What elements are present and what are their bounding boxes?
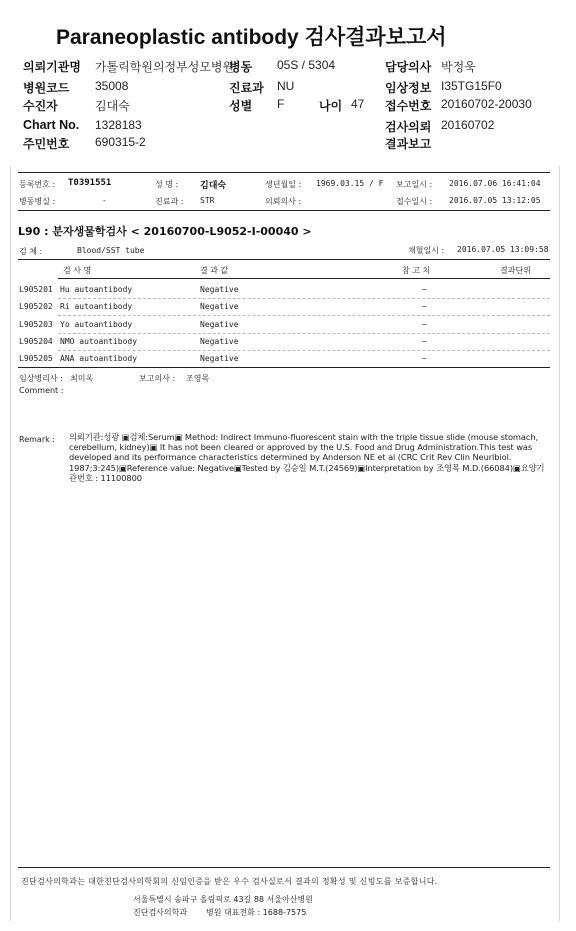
row-divider xyxy=(58,333,550,334)
ward-value: 05S / 5304 xyxy=(277,58,336,72)
pathologist-value: 최미옥 xyxy=(70,374,94,383)
ward-room-label: 병동병실 : xyxy=(19,197,56,206)
request-date-value: 20160702 xyxy=(441,118,495,132)
age-label: 나이 xyxy=(319,99,343,113)
remark-text: 의뢰기관:성광 ▣검체:Serum▣ Method: Indirect Immuno-fluorescent stain with the triple tissue slide (mouse stomach, cerebellum, kidney)▣ It has not been cleared or approved by the U.S. Food and Drug Administration.This test was developed and its performance characteristics determined by Anderson NE et al (CRC Crit Rev Clin Neurlbiol. 1987;3:245)▣Reference value: Negative▣Tested by 김승일 M.T.(24569)▣Interpretation by 조영목 M.D.(66084)▣요양기관번호 : 11100800 xyxy=(69,432,545,483)
specimen-label: 검 체 : xyxy=(19,247,43,256)
name-label: 성 명 : xyxy=(155,180,179,189)
report-panel xyxy=(10,166,560,921)
col-test: 검 사 명 xyxy=(63,266,92,275)
hospital-label: 의뢰기관명 xyxy=(23,60,81,74)
header-underline xyxy=(58,278,550,279)
row-ref: ~ xyxy=(422,320,427,329)
doctor-value: 박정욱 xyxy=(441,60,476,74)
sex-label: 성별 xyxy=(229,99,253,113)
footer-phone: 병원 대표전화 : 1688-7575 xyxy=(206,908,307,917)
patient-label: 수진자 xyxy=(23,99,58,113)
row-ref: ~ xyxy=(422,354,427,363)
report-dept-label: 진료과 : xyxy=(155,197,184,206)
row-test: Hu autoantibody xyxy=(60,285,133,294)
row-test: NMO autoantibody xyxy=(60,337,138,346)
row-code: L905205 xyxy=(19,354,53,363)
ward-room-value: - xyxy=(103,196,106,205)
comment-label: Comment : xyxy=(19,386,64,395)
reporting-doc-label: 보고의사 : xyxy=(139,374,176,383)
row-divider xyxy=(58,298,550,299)
report-date-label: 보고일시 : xyxy=(396,180,433,189)
table-bottom-rule xyxy=(18,367,550,368)
receipt-no-value: 20160702-20030 xyxy=(441,97,532,111)
section-title: L90 : 분자생물학검사 < 20160700-L9052-I-00040 > xyxy=(18,225,312,238)
dept-label: 진료과 xyxy=(229,81,264,95)
row-result: Negative xyxy=(200,354,239,363)
hospital-code-label: 병원코드 xyxy=(23,81,70,95)
receipt-date-value: 2016.07.05 13:12:05 xyxy=(449,196,541,205)
col-ref: 참 고 치 xyxy=(402,266,431,275)
reg-no-value: T0391551 xyxy=(68,178,112,188)
ordering-doc-label: 의뢰의사 : xyxy=(265,197,302,206)
row-code: L905203 xyxy=(19,320,53,329)
col-unit: 결과단위 xyxy=(500,266,531,275)
footer-address: 서울특별시 송파구 올림픽로 43길 88 서울아산병원 xyxy=(133,895,313,904)
report-date-value: 2016.07.06 16:41:04 xyxy=(449,179,541,188)
pathologist-label: 임상병리사 : xyxy=(19,374,63,383)
receipt-no-label: 접수번호 xyxy=(385,99,432,113)
chart-no-value: 1328183 xyxy=(95,118,142,132)
row-ref: ~ xyxy=(422,285,427,294)
collection-value: 2016.07.05 13:09:58 xyxy=(457,245,549,254)
page-title: Paraneoplastic antibody 검사결과보고서 xyxy=(56,26,447,49)
ward-label: 병동 xyxy=(229,60,253,74)
top-rule xyxy=(18,172,550,173)
report-dept-value: STR xyxy=(200,196,215,205)
row-result: Negative xyxy=(200,302,239,311)
report-label: 결과보고 xyxy=(385,137,432,151)
row-result: Negative xyxy=(200,320,239,329)
info-bottom-rule xyxy=(18,210,550,211)
reg-no-label: 등록번호 : xyxy=(19,180,56,189)
resident-no-label: 주민번호 xyxy=(23,137,70,151)
table-top-rule xyxy=(18,259,550,260)
row-code: L905201 xyxy=(19,285,53,294)
footer-cert: 진단검사의학과는 대한진단검사의학회의 신임인증을 받은 우수 검사실로서 결과의 정확성 및 신빙도를 보증합니다. xyxy=(21,877,438,886)
name-value: 김대숙 xyxy=(200,181,227,191)
row-result: Negative xyxy=(200,285,239,294)
dob-label: 생년월일 : xyxy=(265,180,302,189)
row-test: Yo autoantibody xyxy=(60,320,133,329)
footer-dept: 진단검사의학과 xyxy=(133,908,188,917)
patient-value: 김대숙 xyxy=(95,99,130,113)
row-result: Negative xyxy=(200,337,239,346)
col-result: 결 과 값 xyxy=(200,266,229,275)
dob-value: 1969.03.15 / F xyxy=(316,179,384,188)
row-divider xyxy=(58,315,550,316)
footer-rule xyxy=(18,867,550,868)
hospital-value: 가톨릭학원의정부성모병원 xyxy=(95,60,235,74)
remark-label: Remark : xyxy=(19,435,55,444)
row-test: Ri autoantibody xyxy=(60,302,133,311)
hospital-code-value: 35008 xyxy=(95,79,129,93)
row-code: L905202 xyxy=(19,302,53,311)
clinical-info-label: 임상정보 xyxy=(385,81,432,95)
resident-no-value: 690315-2 xyxy=(95,135,146,149)
row-code: L905204 xyxy=(19,337,53,346)
collection-label: 채혈일시 : xyxy=(408,246,445,255)
receipt-date-label: 접수일시 : xyxy=(396,197,433,206)
request-date-label: 검사의뢰 xyxy=(385,120,432,134)
sex-value: F xyxy=(277,97,285,111)
chart-no-label: Chart No. xyxy=(23,118,80,132)
specimen-value: Blood/SST tube xyxy=(77,246,145,255)
row-test: ANA autoantibody xyxy=(60,354,138,363)
row-divider xyxy=(58,350,550,351)
age-value: 47 xyxy=(351,97,365,111)
doctor-label: 담당의사 xyxy=(385,60,432,74)
dept-value: NU xyxy=(277,79,295,93)
row-ref: ~ xyxy=(422,302,427,311)
clinical-info-value: I35TG15F0 xyxy=(441,79,502,93)
row-ref: ~ xyxy=(422,337,427,346)
reporting-doc-value: 조영목 xyxy=(186,374,210,383)
